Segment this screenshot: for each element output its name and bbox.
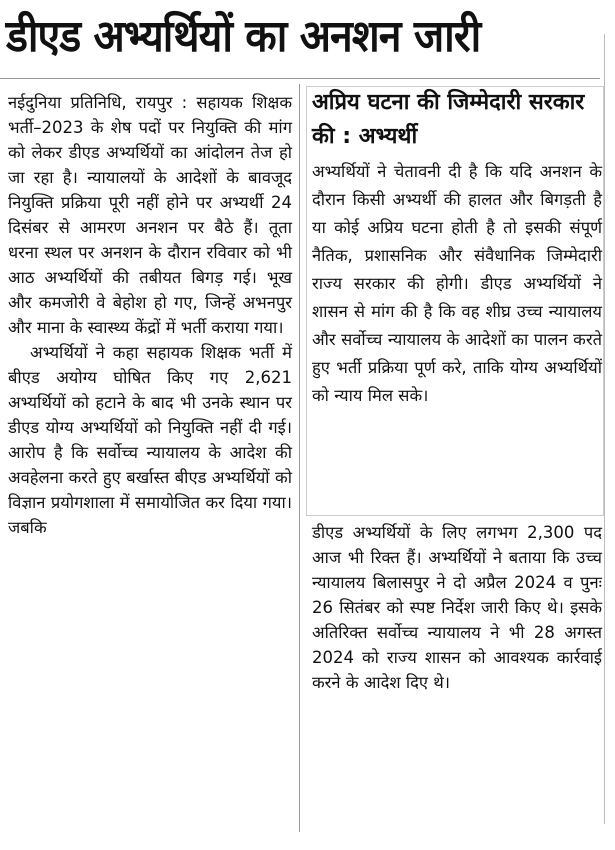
page-edge-rule: [604, 34, 605, 824]
headline: डीएड अभ्यर्थियों का अनशन जारी: [6, 11, 481, 62]
sidebar-paragraph: अभ्यर्थियों ने चेतावनी दी है कि यदि अनशन के दौरान किसी अभ्यर्थी की हालत और बिगड़ती है या कोई अप्रिय घटना होती है तो इसकी संपूर्ण नैतिक, प्रशासनिक और संवैधानिक जिम्मेदारी राज्य सरकार की होगी। डीएड अभ्यर्थियों ने शासन से मांग की है कि वह शीघ्र उच्च न्यायालय और सर्वोच्च न्यायालय के आदेशों का पालन करते हुए भर्ती प्रक्रिया पूर्ण करे, ताकि योग्य अभ्यर्थियों को न्याय मिल सके।: [312, 162, 602, 405]
sidebar-subheading: अप्रिय घटना की जिम्मेदारी सरकार की : अभ्यर्थी: [312, 90, 585, 149]
left-paragraph-1: नईदुनिया प्रतिनिधि, रायपुर : सहायक शिक्षक भर्ती–2023 के शेष पदों पर नियुक्ति की मांग को लेकर डीएड अभ्यर्थियों का आंदोलन तेज हो जा रहा है। न्यायालयों के आदेशों के बावजूद नियुक्ति प्रक्रिया पूरी नहीं होने पर अभ्यर्थी 24 दिसंबर से आमरण अनशन पर बैठे हैं। तूता धरना स्थल पर अनशन के दौरान रविवार को भी आठ अभ्यर्थियों की तबीयत बिगड़ गई। भूख और कमजोरी वे बेहोश हो गए, जिन्हें अभनपुर और माना के स्वास्थ्य केंद्रों में भर्ती कराया गया।: [8, 93, 292, 337]
headline-rule: [0, 78, 600, 79]
left-paragraph-2: अभ्यर्थियों ने कहा सहायक शिक्षक भर्ती में बीएड अयोग्य घोषित किए गए 2,621 अभ्यर्थियों को हटाने के बाद भी उनके स्थान पर डीएड योग्य अभ्यर्थियों को नियुक्ति नहीं दी गई। आरोप है कि सर्वोच्च न्यायालय के आदेश की अवहेलना करते हुए बर्खास्त बीएड अभ्यर्थियों को विज्ञान प्रयोगशाला में समायोजित कर दिया गया। जबकि: [8, 343, 292, 537]
right-paragraph: डीएड अभ्यर्थियों के लिए लगभग 2,300 पद आज भी रिक्त हैं। अभ्यर्थियों ने बताया कि उच्च न्यायालय बिलासपुर ने दो अप्रैल 2024 व पुनः 26 सितंबर को स्पष्ट निर्देश जारी किए थे। इसके अतिरिक्त सर्वोच्च न्यायालय ने भी 28 अगस्त 2024 को राज्य शासन को आवश्यक कार्रवाई करने के आदेश दिए थे।: [312, 523, 602, 692]
right-column: [312, 520, 602, 695]
sidebar-body: [312, 158, 602, 410]
column-divider: [299, 84, 300, 832]
left-column: [8, 90, 292, 540]
